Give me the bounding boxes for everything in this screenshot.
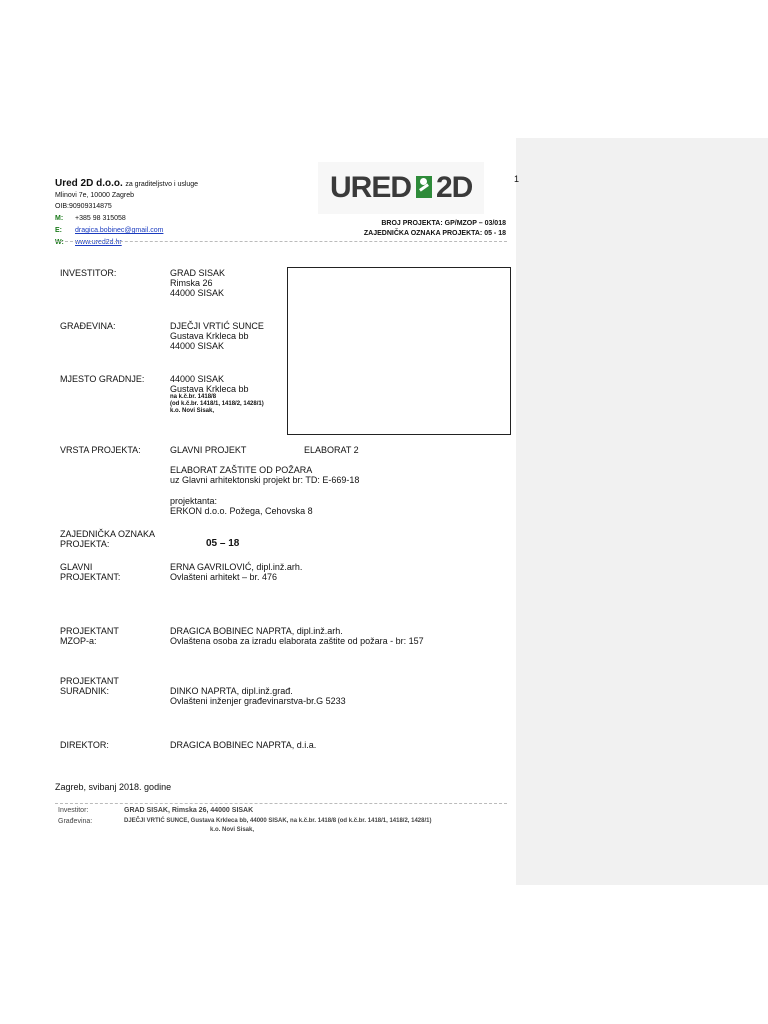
investitor-label: INVESTITOR:: [60, 268, 117, 278]
page-number: 1: [514, 174, 520, 184]
gradevina-label: GRAĐEVINA:: [60, 321, 116, 331]
elaborat-number: ELABORAT 2: [304, 445, 359, 455]
company-web-link[interactable]: www.ured2d.hr: [75, 239, 122, 246]
gradevina-line: 44000 SISAK: [170, 341, 225, 351]
projektant-label: [60, 626, 119, 646]
projektant-value: [170, 626, 424, 646]
footer-divider: [55, 803, 507, 804]
oznaka-label-line: ZAJEDNIČKA OZNAKA: [60, 529, 156, 539]
company-address: Mlinovi 7e, 10000 Zagreb: [55, 192, 134, 199]
mjesto-cadastral: k.o. Novi Sisak,: [170, 408, 215, 414]
header-divider: [55, 241, 507, 242]
mjesto-parcel-origin: (od k.č.br. 1418/1, 1418/2, 1428/1): [170, 401, 264, 407]
investitor-line: Rimska 26: [170, 278, 213, 288]
oznaka-label: [60, 529, 155, 549]
logo-text-left: URED: [330, 171, 412, 204]
footer-gradevina-cadastral: k.o. Novi Sisak,: [210, 827, 255, 833]
vrsta-value: GLAVNI PROJEKT: [170, 445, 247, 455]
company-suffix: za graditeljstvo i usluge: [125, 181, 199, 188]
investitor-line: 44000 SISAK: [170, 288, 225, 298]
elaborat-reference: uz Glavni arhitektonski projekt br: TD: E-669-18: [170, 475, 360, 485]
oznaka-label-line: PROJEKTA:: [60, 539, 110, 549]
mjesto-value: [170, 374, 264, 415]
company-email-link[interactable]: dragica.bobinec@gmail.com: [75, 227, 164, 234]
web-label: W:: [55, 239, 64, 246]
project-common-code: ZAJEDNIČKA OZNAKA PROJEKTA: 05 - 18: [363, 230, 506, 237]
footer-investitor: GRAD SISAK, Rimska 26, 44000 SISAK: [124, 807, 254, 814]
suradnik-value: [170, 686, 346, 706]
suradnik-label-line: SURADNIK:: [60, 686, 110, 696]
projektant-label-line: MZOP-a:: [60, 636, 97, 646]
email-label: E:: [55, 227, 62, 234]
direktor-value: DRAGICA BOBINEC NAPRTA, d.i.a.: [170, 740, 317, 750]
footer-gradevina-label: Građevina:: [58, 818, 93, 825]
logo-text-right: 2D: [436, 171, 473, 204]
project-number: BROJ PROJEKTA: GP/MZOP – 03/018: [381, 220, 506, 227]
vrsta-label: VRSTA PROJEKTA:: [60, 445, 141, 455]
projektant-line: Ovlaštena osoba za izradu elaborata zaštite od požara - br: 157: [170, 636, 424, 646]
glavni-line: ERNA GAVRILOVIĆ, dipl.inž.arh.: [170, 562, 303, 572]
investitor-value: [170, 268, 225, 298]
company-name: Ured 2D d.o.o.: [55, 178, 123, 189]
glavni-line: Ovlašteni arhitekt – br. 476: [170, 572, 278, 582]
gradevina-line: DJEČJI VRTIĆ SUNCE: [170, 321, 264, 331]
mjesto-parcel: na k.č.br. 1418/8: [170, 394, 217, 400]
investitor-line: GRAD SISAK: [170, 268, 226, 278]
running-man-exit-icon: [416, 176, 432, 198]
suradnik-line: Ovlašteni inženjer građevinarstva-br.G 5233: [170, 696, 346, 706]
place-date: Zagreb, svibanj 2018. godine: [55, 782, 172, 792]
company-header: [55, 178, 198, 248]
company-oib: OIB:90909314875: [55, 203, 112, 210]
footer-gradevina: DJEČJI VRTIĆ SUNCE, Gustava Krkleca bb, 44000 SISAK, na k.č.br. 1418/8 (od k.č.br. 1418/1, 1418/2, 1428/1): [124, 818, 432, 824]
phone-label: M:: [55, 215, 64, 222]
gradevina-value: [170, 321, 264, 351]
footer-investitor-label: Investitor:: [58, 807, 89, 814]
projektanta-label: projektanta:: [170, 496, 218, 506]
elaborat-title: ELABORAT ZAŠTITE OD POŽARA: [170, 465, 313, 475]
suradnik-label-line: PROJEKTANT: [60, 676, 119, 686]
mjesto-line: 44000 SISAK: [170, 374, 225, 384]
mjesto-line: Gustava Krkleca bb: [170, 384, 249, 394]
company-logo: [318, 162, 484, 214]
suradnik-line: DINKO NAPRTA, dipl.inž.građ.: [170, 686, 293, 696]
glavni-value: [170, 562, 302, 582]
projektant-line: DRAGICA BOBINEC NAPRTA, dipl.inž.arh.: [170, 626, 343, 636]
glavni-label-line: PROJEKTANT:: [60, 572, 121, 582]
company-phone: +385 98 315058: [75, 215, 126, 222]
glavni-label-line: GLAVNI: [60, 562, 93, 572]
projektant-label-line: PROJEKTANT: [60, 626, 119, 636]
comment-margin-panel: [516, 138, 768, 885]
stamp-box: [287, 267, 511, 435]
glavni-label: [60, 562, 120, 582]
oznaka-value: 05 – 18: [206, 538, 240, 549]
projektanta-value: ERKON d.o.o. Požega, Cehovska 8: [170, 506, 313, 516]
mjesto-label: MJESTO GRADNJE:: [60, 374, 145, 384]
gradevina-line: Gustava Krkleca bb: [170, 331, 249, 341]
direktor-label: DIREKTOR:: [60, 740, 109, 750]
suradnik-label: [60, 676, 119, 696]
